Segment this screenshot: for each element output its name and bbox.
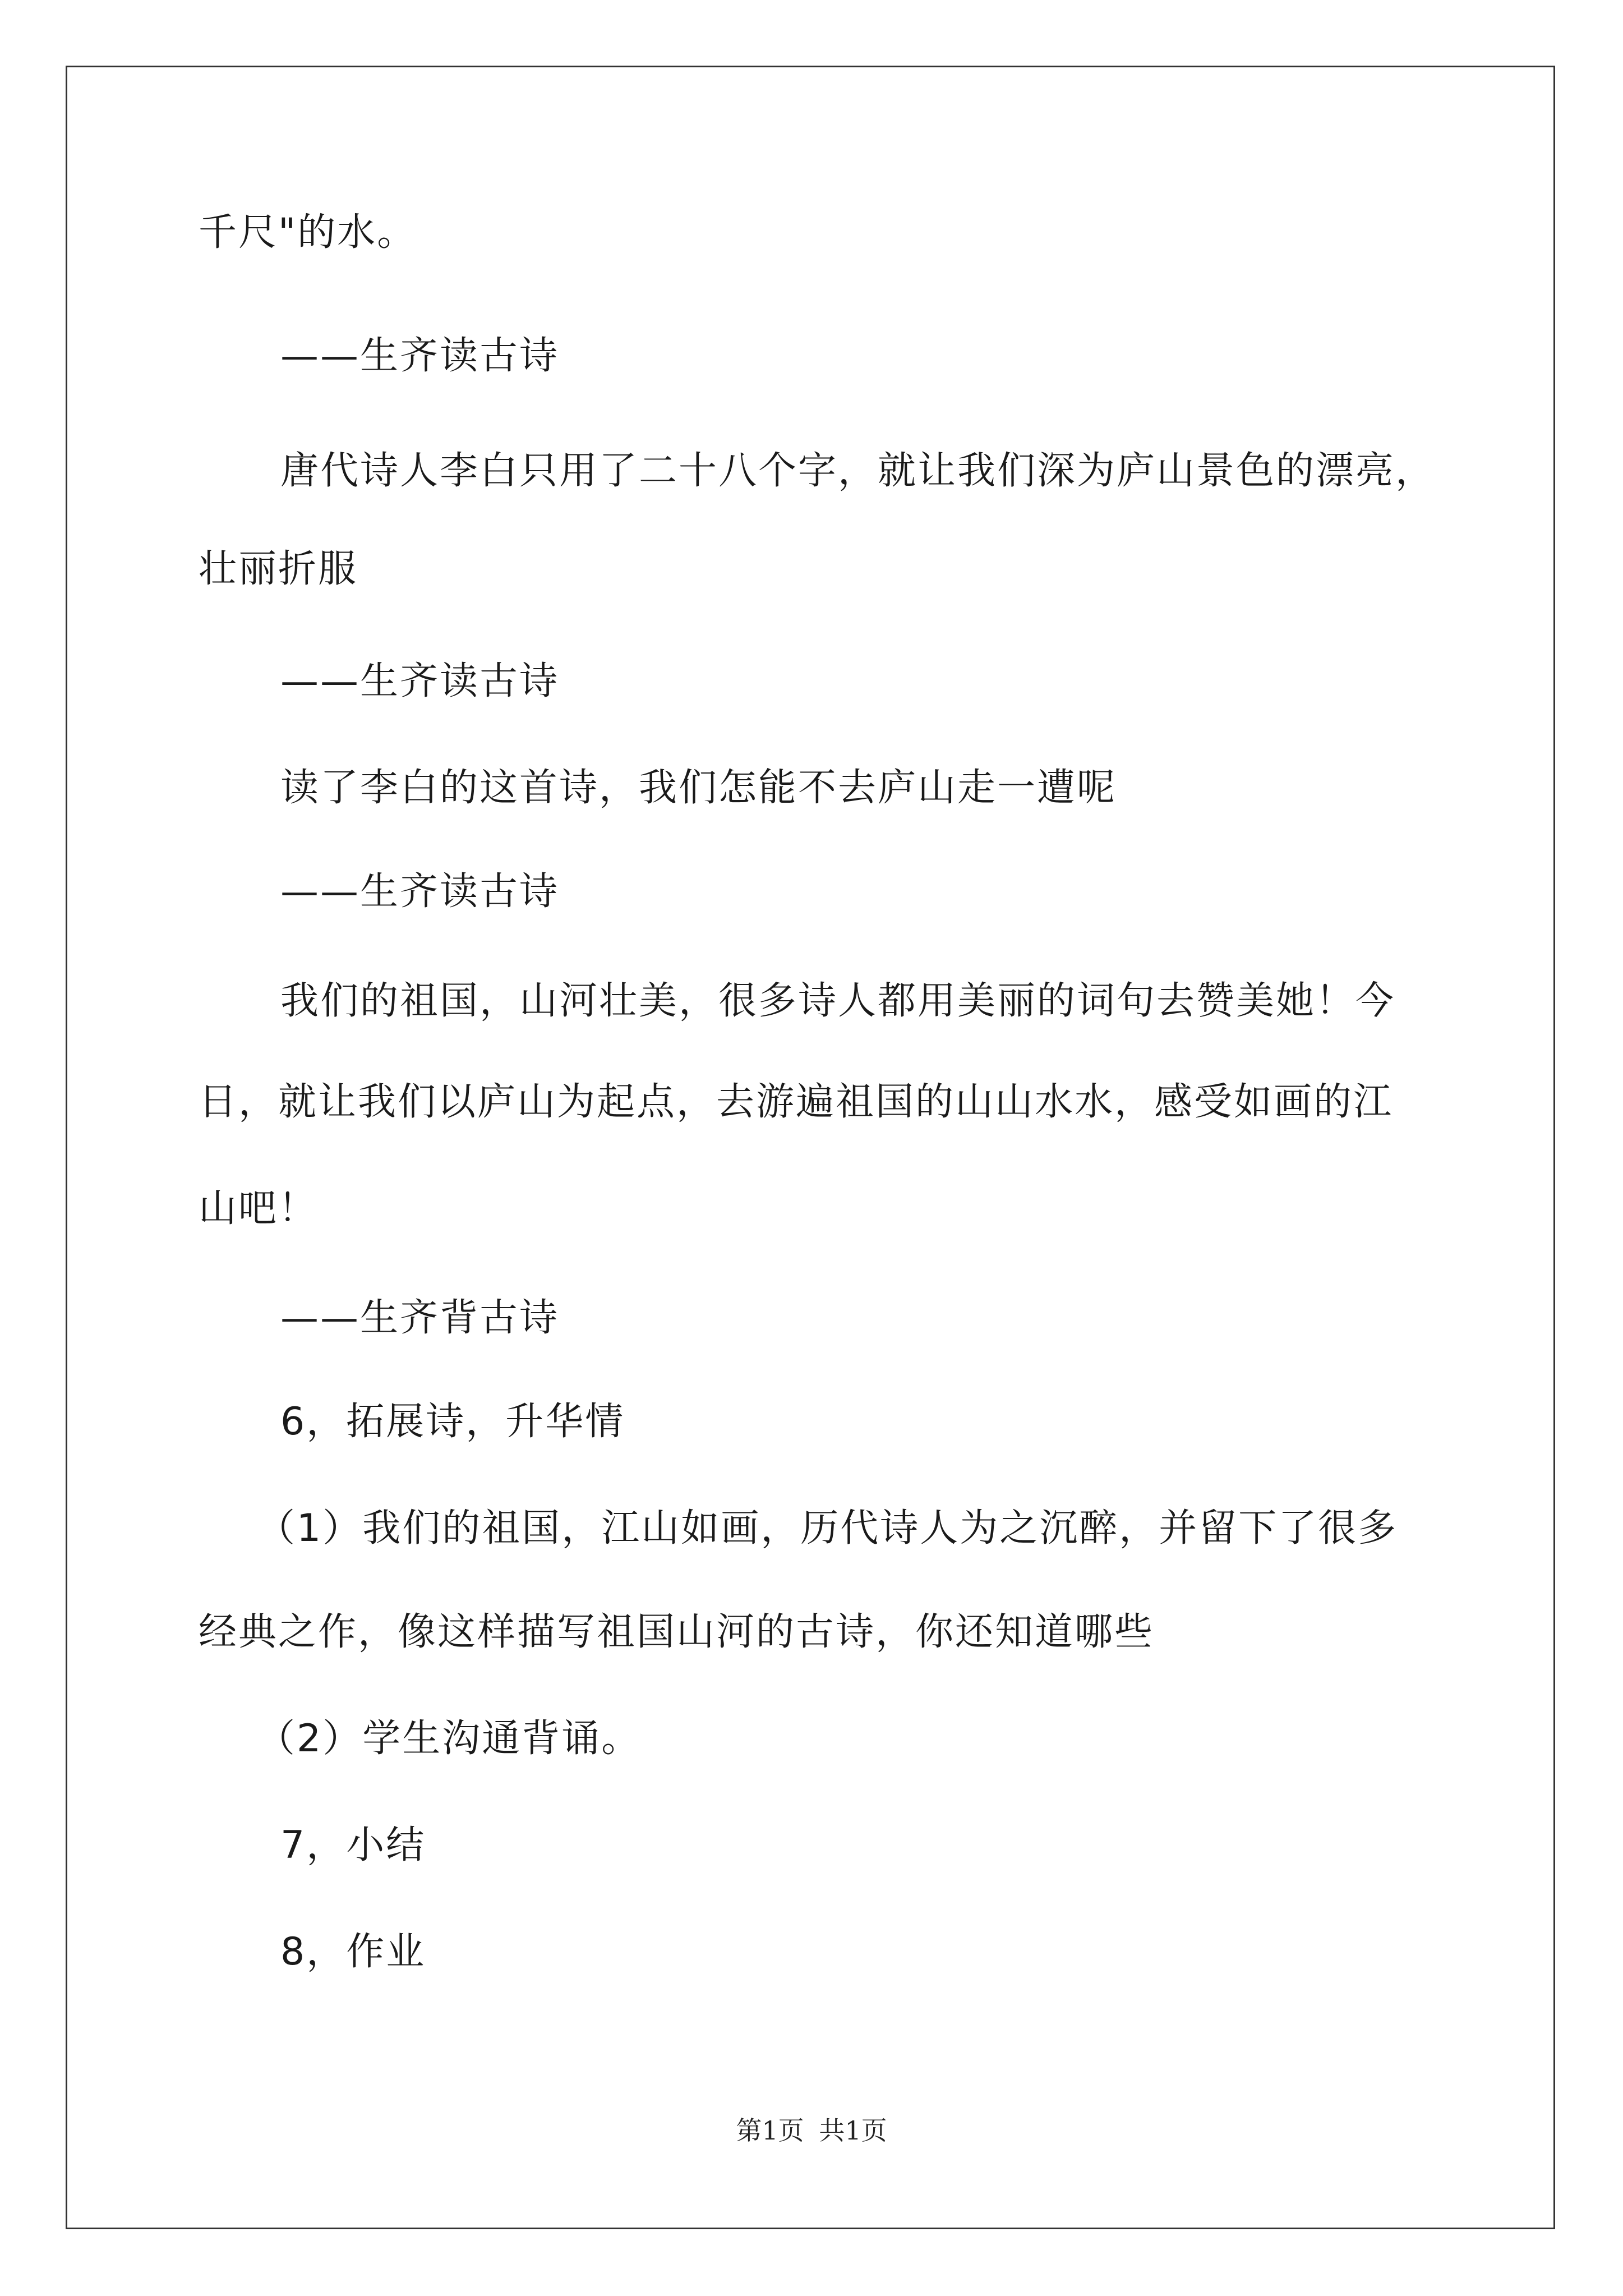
paragraph-line: 读了李白的这首诗，我们怎能不去庐山走一遭呢 — [280, 766, 1117, 810]
paragraph-line: 山吧！ — [199, 1186, 319, 1231]
paragraph-line: ——生齐读古诗 — [280, 869, 560, 914]
paragraph-line: 日，就让我们以庐山为起点，去游遍祖国的山山水水，感受如画的江 — [199, 1080, 1394, 1124]
paragraph-line: （2）学生沟通背诵。 — [257, 1717, 642, 1761]
paragraph-line: 8，作业 — [280, 1930, 426, 1974]
page-number-current: 第1页 — [736, 2115, 804, 2146]
paragraph-line: （1）我们的祖国，江山如画，历代诗人为之沉醉，并留下了很多 — [257, 1506, 1398, 1550]
paragraph-line: 千尺"的水。 — [199, 210, 417, 255]
paragraph-line: 壮丽折服 — [199, 547, 358, 591]
paragraph-line: ——生齐读古诗 — [280, 659, 560, 703]
paragraph-line: ——生齐读古诗 — [280, 334, 560, 378]
paragraph-line: ——生齐背古诗 — [280, 1296, 560, 1340]
page-number-total: 共1页 — [819, 2115, 887, 2146]
paragraph-line: 我们的祖国，山河壮美，很多诗人都用美丽的词句去赞美她！今 — [280, 979, 1396, 1023]
page-footer — [0, 2110, 1623, 2147]
paragraph-line: 6，拓展诗，升华情 — [280, 1400, 625, 1444]
paragraph-line: 7，小结 — [280, 1823, 426, 1867]
paragraph-line: 经典之作，像这样描写祖国山河的古诗，你还知道哪些 — [199, 1610, 1155, 1654]
paragraph-line: 唐代诗人李白只用了二十八个字，就让我们深为庐山景色的漂亮， — [280, 449, 1436, 493]
